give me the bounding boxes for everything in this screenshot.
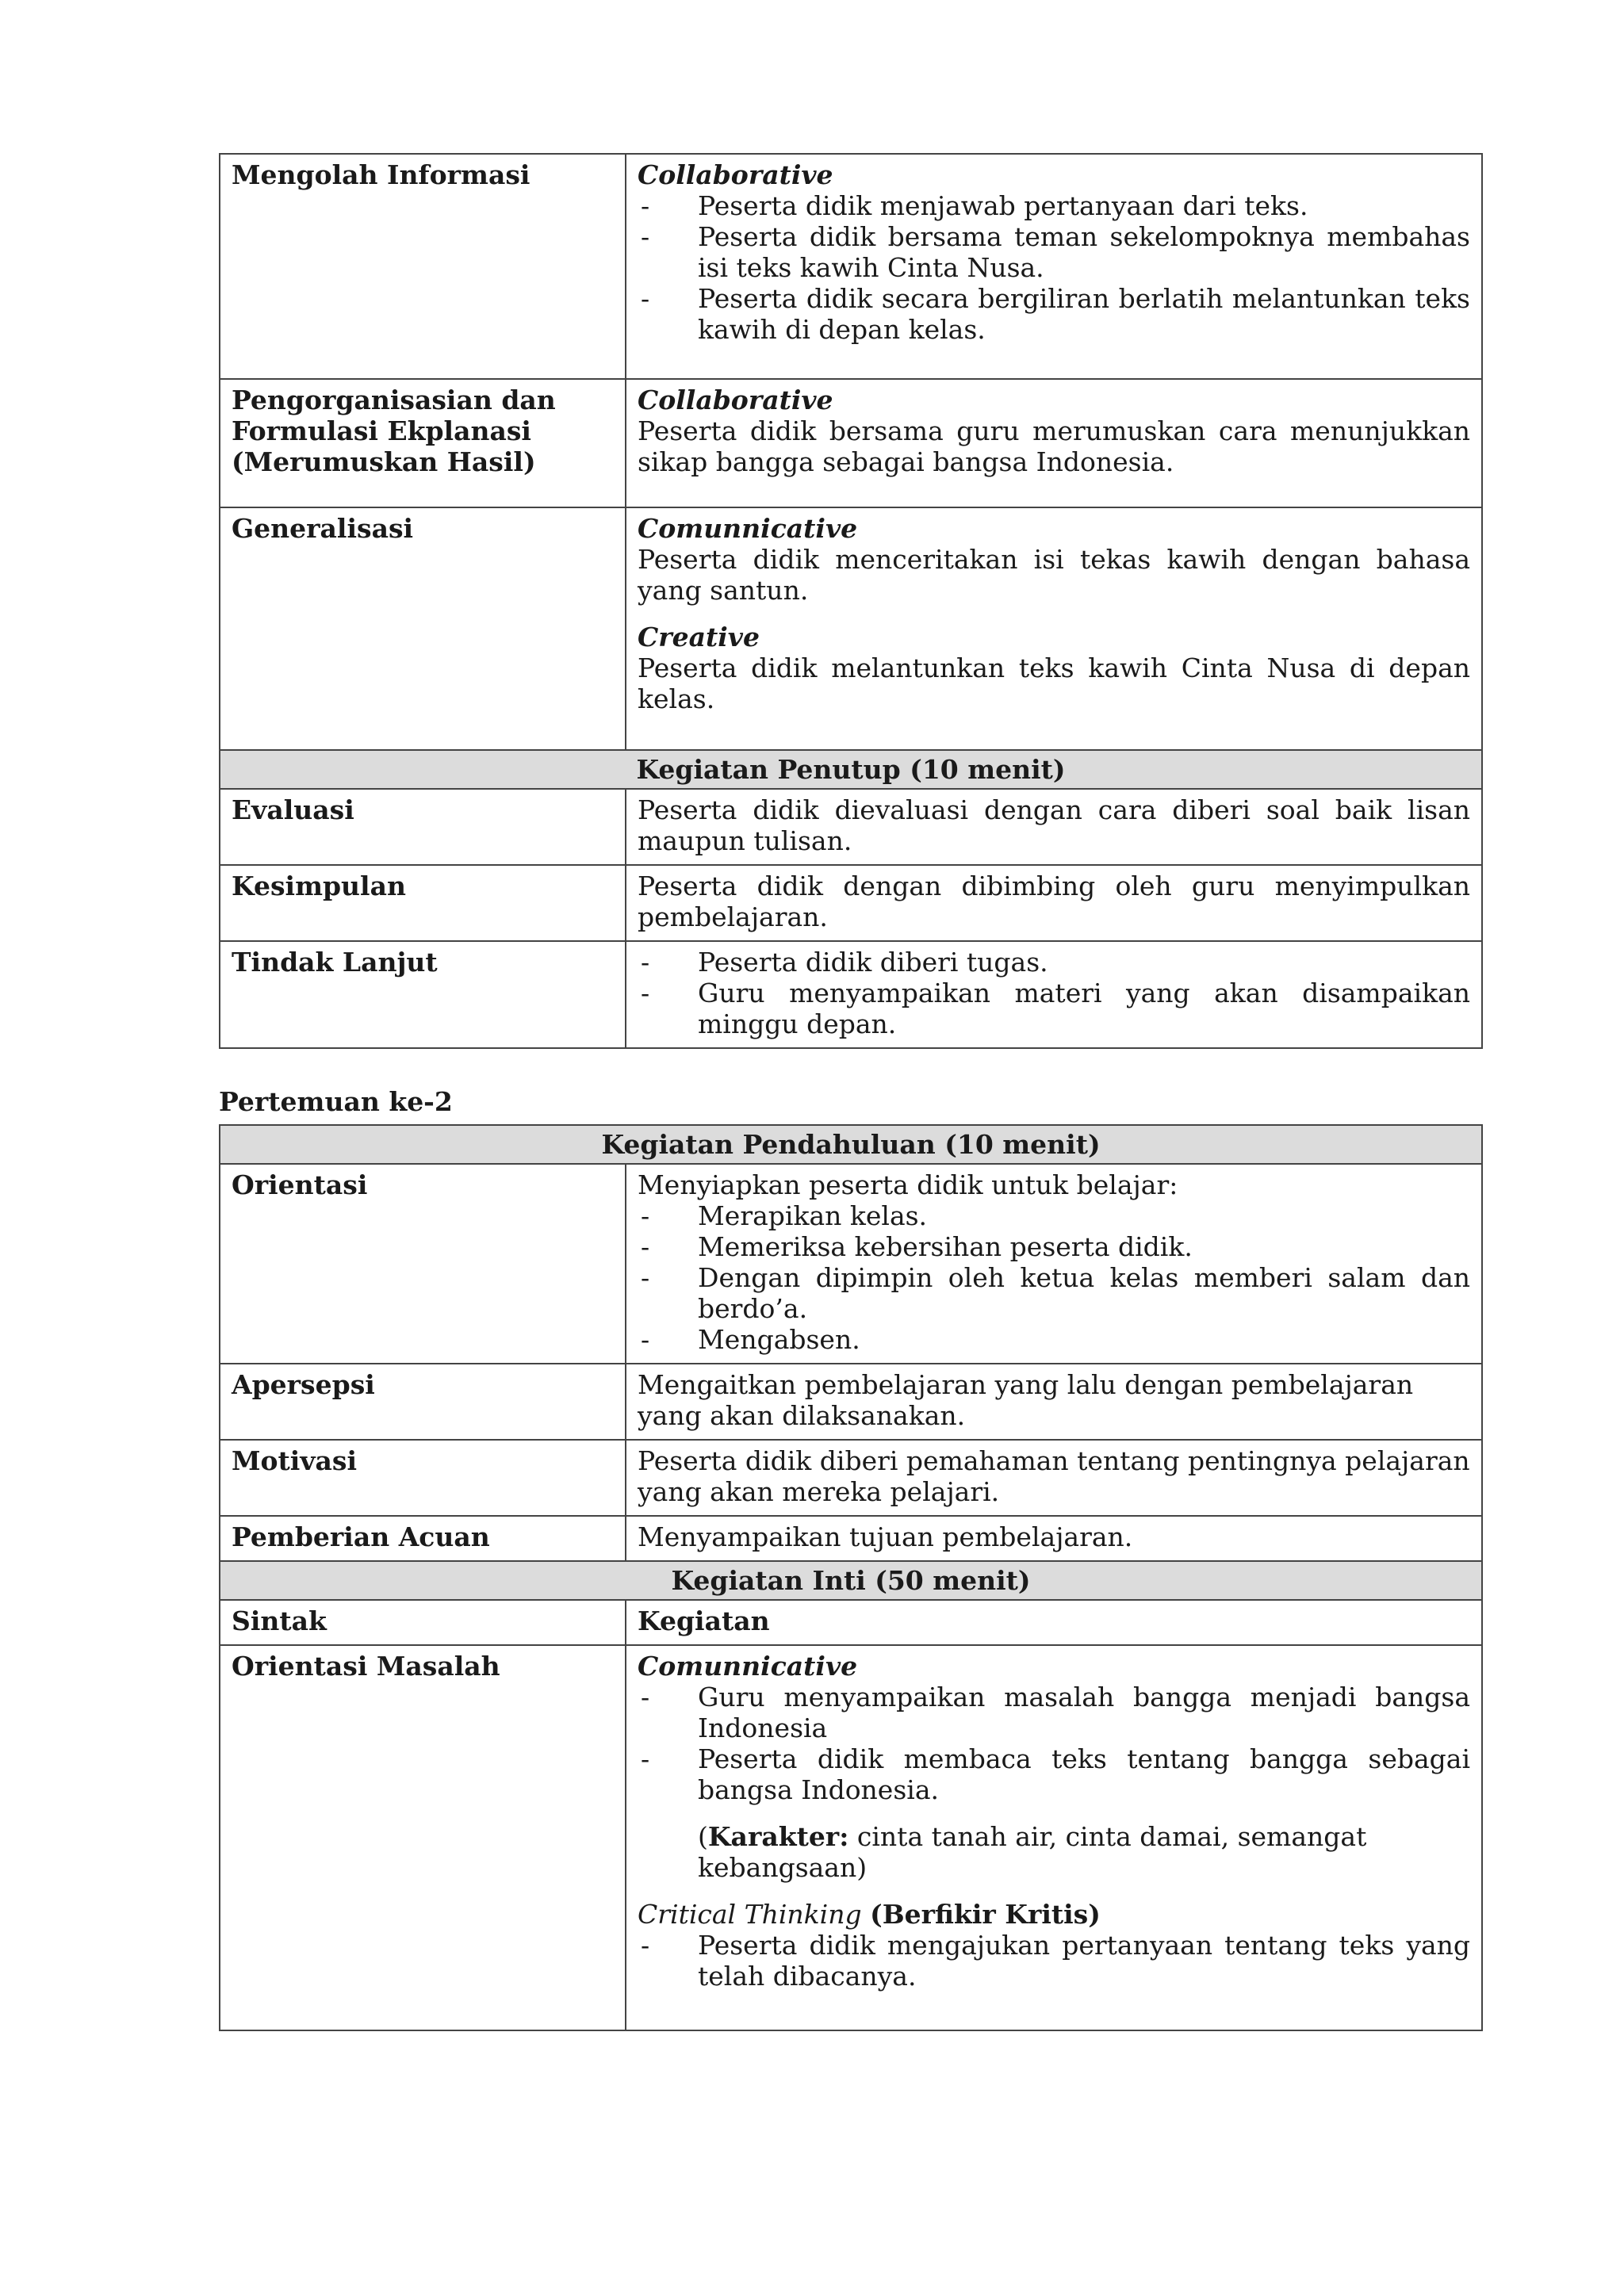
row-content: [626, 1645, 1482, 2030]
column-header: Kegiatan: [626, 1600, 1482, 1645]
row-label: Pemberian Acuan: [220, 1516, 626, 1561]
table-row: [220, 1516, 1482, 1561]
table-row: [220, 154, 1482, 379]
activity-table-1: [219, 153, 1483, 1049]
row-label: Apersepsi: [220, 1364, 626, 1440]
table-row: [220, 1364, 1482, 1440]
list-item: - Peserta didik diberi tugas.: [638, 947, 1470, 978]
row-content: [626, 379, 1482, 507]
mode-label: Comunnicative: [638, 1651, 858, 1682]
row-content: [626, 154, 1482, 379]
row-text: Peserta didik diberi pemahaman tentang pentingnya pelajaran yang akan mereka pelajari.: [626, 1440, 1482, 1516]
section-title: Kegiatan Pendahuluan (10 menit): [220, 1125, 1482, 1164]
row-text: Peserta didik dievaluasi dengan cara diberi soal baik lisan maupun tulisan.: [626, 789, 1482, 865]
critical-thinking-heading: [638, 1899, 1470, 1930]
row-label: Orientasi Masalah: [220, 1645, 626, 2030]
row-text: Peserta didik menceritakan isi tekas kawih dengan bahasa yang santun.: [638, 544, 1470, 606]
mode-label: Critical Thinking: [638, 1899, 862, 1930]
section-header: [220, 1561, 1482, 1600]
bullet-list: [638, 1200, 1470, 1355]
list-item: - Guru menyampaikan materi yang akan disampaikan minggu depan.: [638, 978, 1470, 1039]
table-row: [220, 1164, 1482, 1364]
mode-label: Collaborative: [638, 159, 833, 190]
row-label: Kesimpulan: [220, 865, 626, 941]
list-item: - Memeriksa kebersihan peserta didik.: [638, 1231, 1470, 1262]
section-title: Kegiatan Penutup (10 menit): [220, 750, 1482, 789]
column-header: Sintak: [220, 1600, 626, 1645]
row-text: Menyiapkan peserta didik untuk belajar:: [638, 1169, 1178, 1200]
section-header: [220, 1125, 1482, 1164]
list-item: - Dengan dipimpin oleh ketua kelas memberi salam dan berdo’a.: [638, 1262, 1470, 1324]
table-row: [220, 941, 1482, 1048]
list-item: - Peserta didik mengajukan pertanyaan tentang teks yang telah dibacanya.: [638, 1930, 1470, 1992]
list-item: - Peserta didik bersama teman sekelompoknya membahas isi teks kawih Cinta Nusa.: [638, 221, 1470, 283]
row-text: Peserta didik dengan dibimbing oleh guru menyimpulkan pembelajaran.: [626, 865, 1482, 941]
row-text: Menyampaikan tujuan pembelajaran.: [626, 1516, 1482, 1561]
list-item: - Guru menyampaikan masalah bangga menjadi bangsa Indonesia: [638, 1682, 1470, 1743]
list-item: - Peserta didik menjawab pertanyaan dari teks.: [638, 190, 1470, 221]
bullet-list: [638, 1930, 1470, 1992]
character-note: [638, 1821, 1470, 1883]
bullet-list: [638, 1682, 1470, 1805]
table-row: [220, 1440, 1482, 1516]
row-label: Tindak Lanjut: [220, 941, 626, 1048]
page-content: [219, 153, 1481, 1049]
table-row: [220, 789, 1482, 865]
table-row: [220, 865, 1482, 941]
row-text: Peserta didik melantunkan teks kawih Cinta Nusa di depan kelas.: [638, 652, 1470, 714]
mode-sublabel: (Berfikir Kritis): [870, 1899, 1101, 1930]
bullet-list: [638, 190, 1470, 345]
section-header: [220, 750, 1482, 789]
row-text: Peserta didik bersama guru merumuskan cara menunjukkan sikap bangga sebagai bangsa Indonesia.: [638, 415, 1470, 477]
row-content: [626, 941, 1482, 1048]
row-label: Motivasi: [220, 1440, 626, 1516]
row-label: Orientasi: [220, 1164, 626, 1364]
activity-table-2: [219, 1124, 1483, 2031]
list-item: - Peserta didik membaca teks tentang bangga sebagai bangsa Indonesia.: [638, 1743, 1470, 1805]
bullet-list: [638, 947, 1470, 1039]
row-label: Generalisasi: [220, 507, 626, 750]
row-text: Mengaitkan pembelajaran yang lalu dengan pembelajaran yang akan dilaksanakan.: [626, 1364, 1482, 1440]
list-item: - Merapikan kelas.: [638, 1200, 1470, 1231]
character-label: Karakter:: [707, 1821, 849, 1852]
list-item: - Mengabsen.: [638, 1324, 1470, 1355]
table-row: [220, 507, 1482, 750]
column-header-row: [220, 1600, 1482, 1645]
row-label: Mengolah Informasi: [220, 154, 626, 379]
row-label: Pengorganisasian dan Formulasi Ekplanasi (Merumuskan Hasil): [220, 379, 626, 507]
character-text: cinta tanah air, cinta damai, semangat kebangsaan): [698, 1821, 1367, 1883]
list-item: - Peserta didik secara bergiliran berlatih melantunkan teks kawih di depan kelas.: [638, 283, 1470, 345]
mode-label: Comunnicative: [638, 513, 858, 544]
table-row: [220, 1645, 1482, 2030]
paren-open: (: [698, 1821, 708, 1852]
mode-label: Collaborative: [638, 385, 833, 415]
row-label: Evaluasi: [220, 789, 626, 865]
table-row: [220, 379, 1482, 507]
mode-label: Creative: [638, 622, 760, 652]
section-title: Kegiatan Inti (50 menit): [220, 1561, 1482, 1600]
meeting-title: Pertemuan ke-2: [219, 1086, 453, 1117]
row-content: [626, 507, 1482, 750]
row-content: [626, 1164, 1482, 1364]
page-content-2: [219, 1124, 1481, 2031]
